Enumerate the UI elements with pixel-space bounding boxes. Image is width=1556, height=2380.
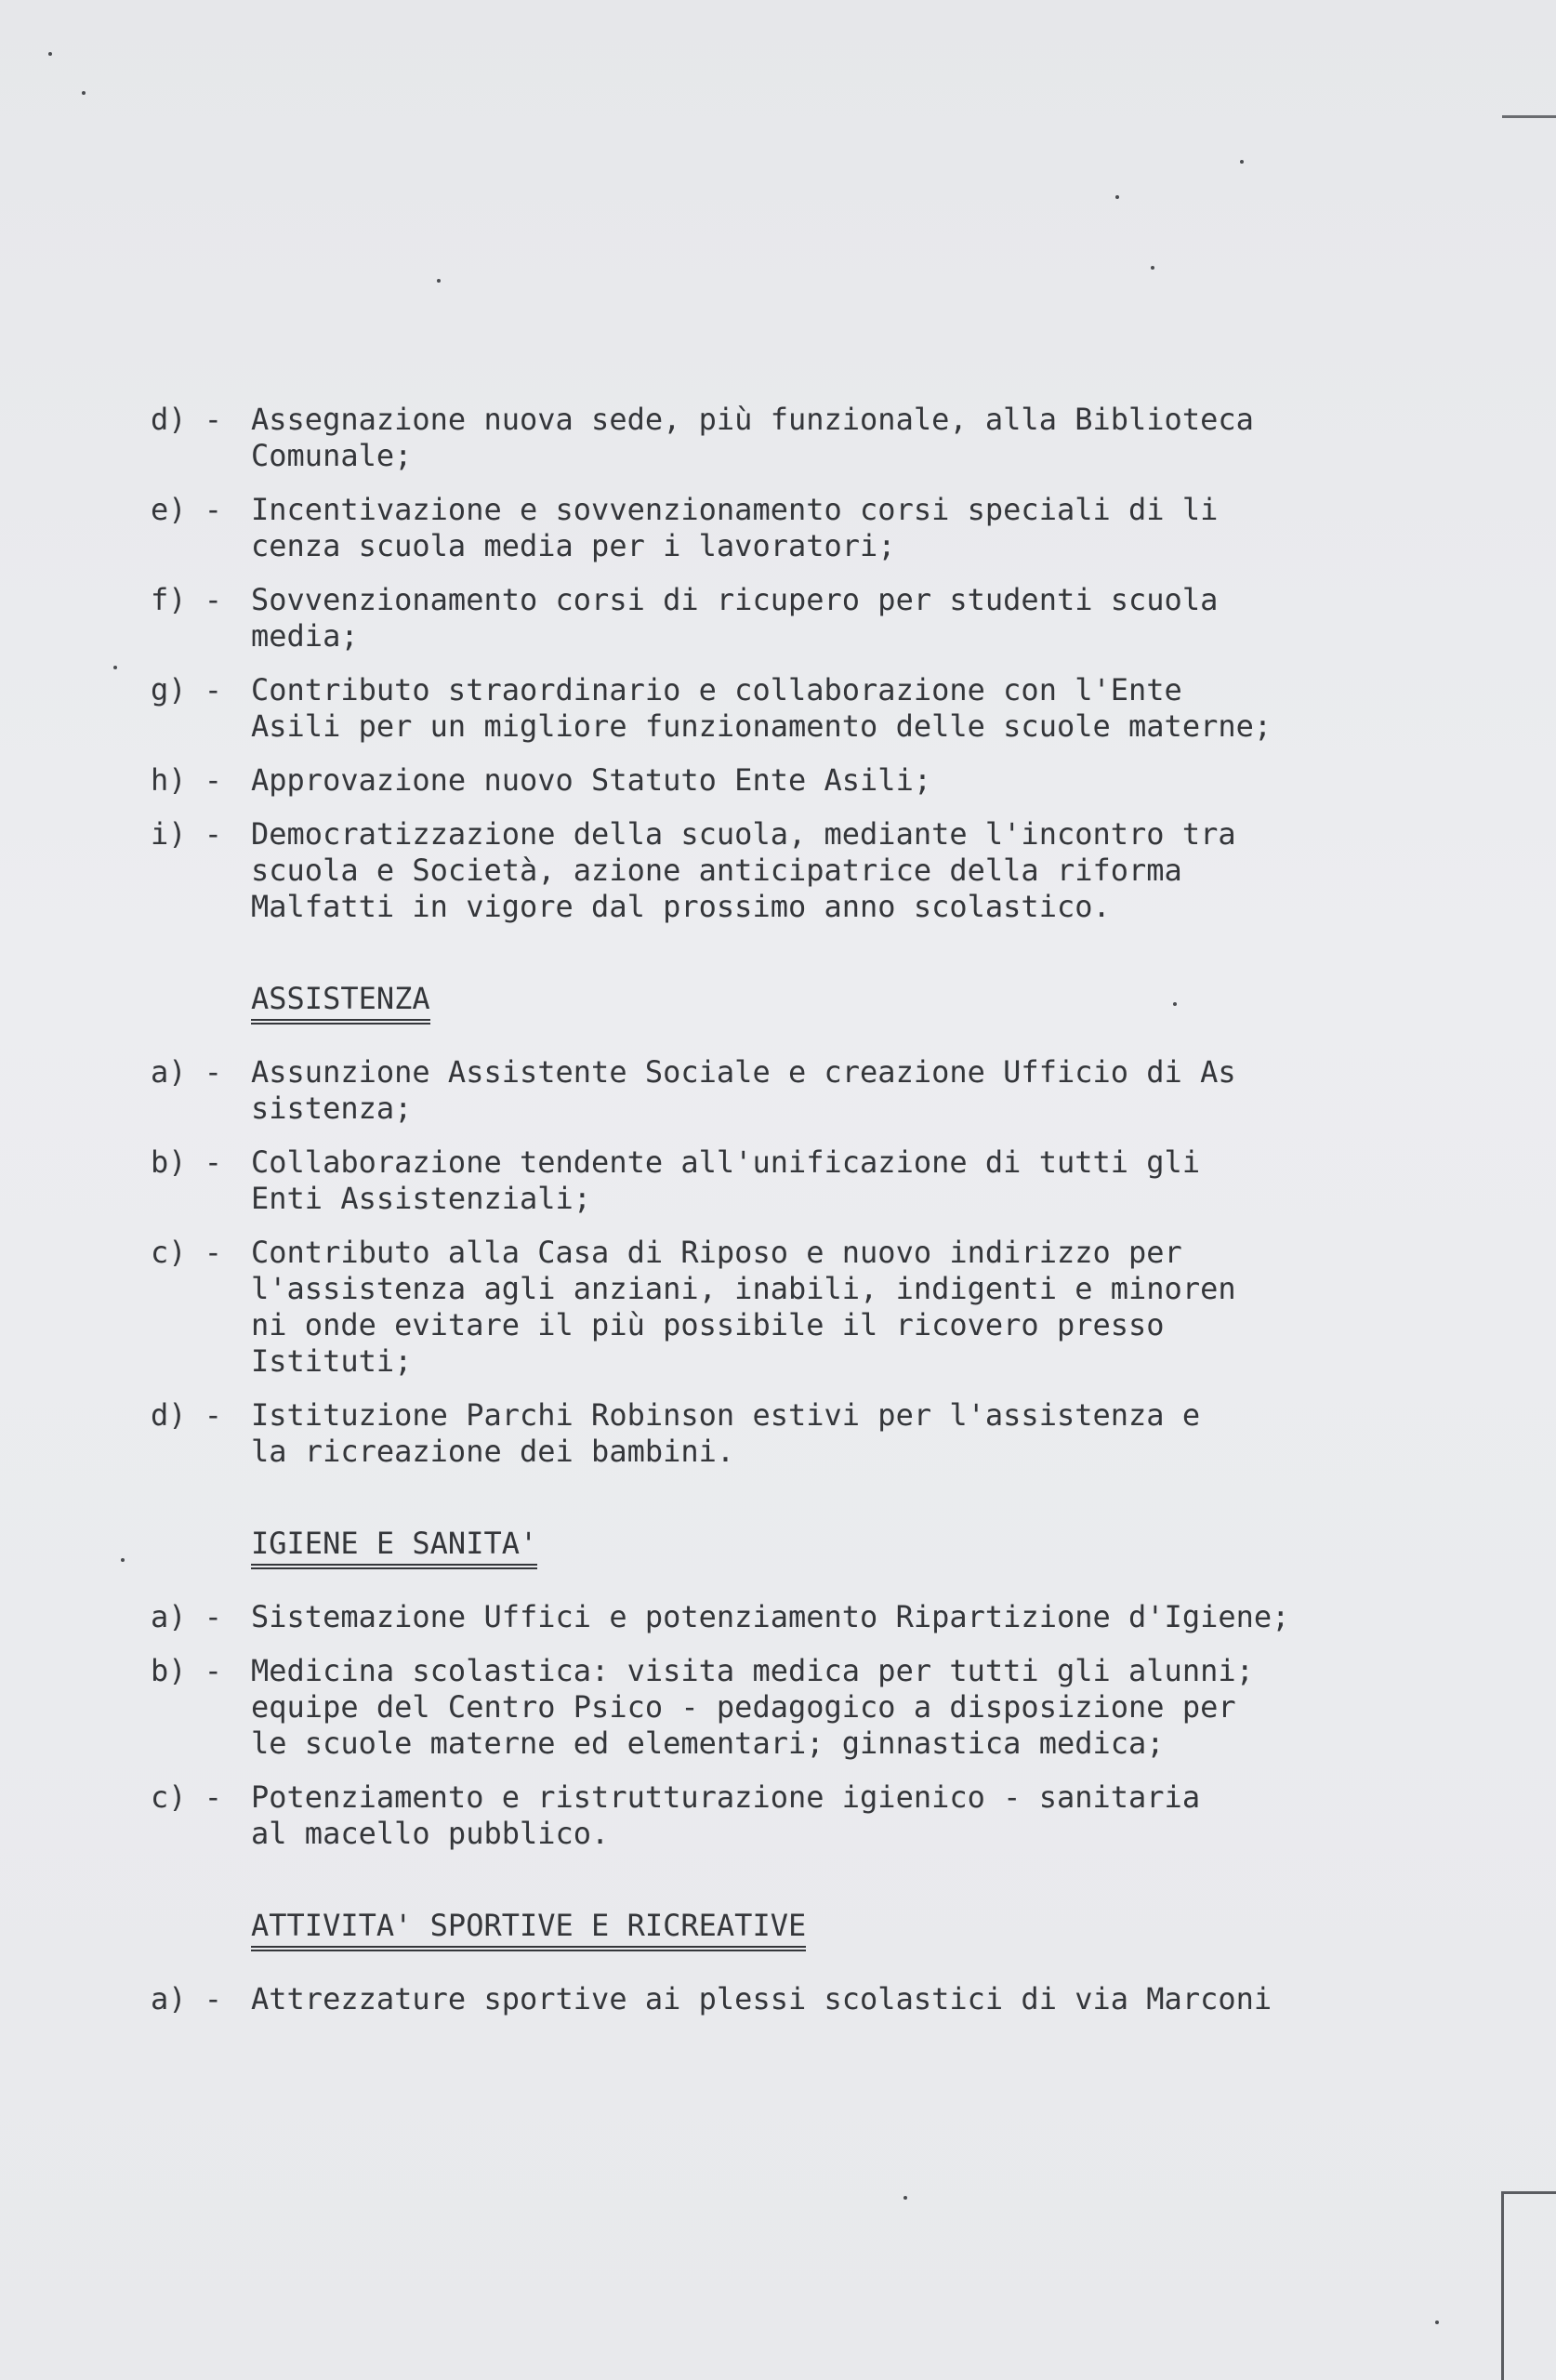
list-item <box>151 1653 1340 1762</box>
item-marker: a) - <box>151 1054 223 1090</box>
item-text: Assegnazione nuova sede, più funzionale, alla Biblioteca Comunale; <box>251 402 1254 473</box>
corner-mark <box>1501 2191 1556 2380</box>
list-item <box>151 672 1340 745</box>
paper-speck <box>903 2196 907 2200</box>
item-text: Collaborazione tendente all'unificazione di tutti gli Enti Assistenziali; <box>251 1144 1201 1216</box>
section-title: ASSISTENZA <box>251 980 430 1025</box>
list-item <box>151 1779 1340 1852</box>
item-text: Contributo alla Casa di Riposo e nuovo indirizzo per l'assistenza agli anziani, inabili, indigenti e minoren ni onde evitare il più possibile il ricovero presso Istituti; <box>251 1235 1236 1379</box>
section-attivita-sportive <box>0 1870 1556 2017</box>
item-text: Medicina scolastica: visita medica per tutti gli alunni; equipe del Centro Psico - pedagogico a disposizione per le scuole materne ed elementari; ginnastica medica; <box>251 1653 1254 1761</box>
list-item <box>151 1144 1340 1217</box>
edge-mark <box>1502 115 1556 118</box>
list-item <box>151 816 1340 925</box>
item-marker: f) - <box>151 582 223 617</box>
item-text: Approvazione nuovo Statuto Ente Asili; <box>251 762 932 798</box>
item-marker: a) - <box>151 1599 223 1634</box>
item-marker: b) - <box>151 1653 223 1688</box>
list-item <box>151 492 1340 564</box>
section-igiene-sanita <box>0 1488 1556 1852</box>
item-text: Istituzione Parchi Robinson estivi per l'assistenza e la ricreazione dei bambini. <box>251 1397 1201 1469</box>
document-body <box>0 402 1556 2035</box>
item-text: Sovvenzionamento corsi di ricupero per studenti scuola media; <box>251 582 1219 654</box>
paper-speck <box>1151 266 1154 270</box>
paper-speck <box>1115 195 1119 199</box>
list-item <box>151 582 1340 654</box>
list-item <box>151 1981 1340 2017</box>
item-marker: b) - <box>151 1144 223 1180</box>
paper-speck <box>437 279 441 283</box>
item-text: Democratizzazione della scuola, mediante l'incontro tra scuola e Società, azione anticipatrice della riforma Malfatti in vigore dal prossimo anno scolastico. <box>251 816 1236 924</box>
list-item <box>151 402 1340 474</box>
item-marker: c) - <box>151 1779 223 1815</box>
item-text: Attrezzature sportive ai plessi scolastici di via Marconi <box>251 1981 1272 2016</box>
paper-speck <box>1435 2320 1439 2324</box>
item-text: Sistemazione Uffici e potenziamento Ripartizione d'Igiene; <box>251 1599 1290 1634</box>
list-item <box>151 1599 1340 1635</box>
item-marker: c) - <box>151 1235 223 1270</box>
item-text: Contributo straordinario e collaborazione con l'Ente Asili per un migliore funzionamento delle scuole materne; <box>251 672 1272 744</box>
paper-speck <box>82 91 86 95</box>
item-marker: d) - <box>151 402 223 437</box>
item-text: Potenziamento e ristrutturazione igienico - sanitaria al macello pubblico. <box>251 1779 1201 1851</box>
section-title: ATTIVITA' SPORTIVE E RICREATIVE <box>251 1907 806 1951</box>
list-item <box>151 1397 1340 1470</box>
section-assistenza <box>0 943 1556 1470</box>
item-marker: a) - <box>151 1981 223 2016</box>
item-marker: g) - <box>151 672 223 707</box>
top-item-list <box>0 402 1556 925</box>
paper-speck <box>1240 160 1244 164</box>
list-item <box>151 1235 1340 1380</box>
item-text: Incentivazione e sovvenzionamento corsi speciali di li cenza scuola media per i lavoratori; <box>251 492 1219 563</box>
item-text: Assunzione Assistente Sociale e creazione Ufficio di As sistenza; <box>251 1054 1236 1126</box>
list-item <box>151 1054 1340 1127</box>
item-marker: i) - <box>151 816 223 852</box>
item-marker: d) - <box>151 1397 223 1433</box>
section-title: IGIENE E SANITA' <box>251 1525 537 1569</box>
item-marker: h) - <box>151 762 223 798</box>
item-marker: e) - <box>151 492 223 527</box>
paper-speck <box>48 52 52 56</box>
list-item <box>151 762 1340 799</box>
